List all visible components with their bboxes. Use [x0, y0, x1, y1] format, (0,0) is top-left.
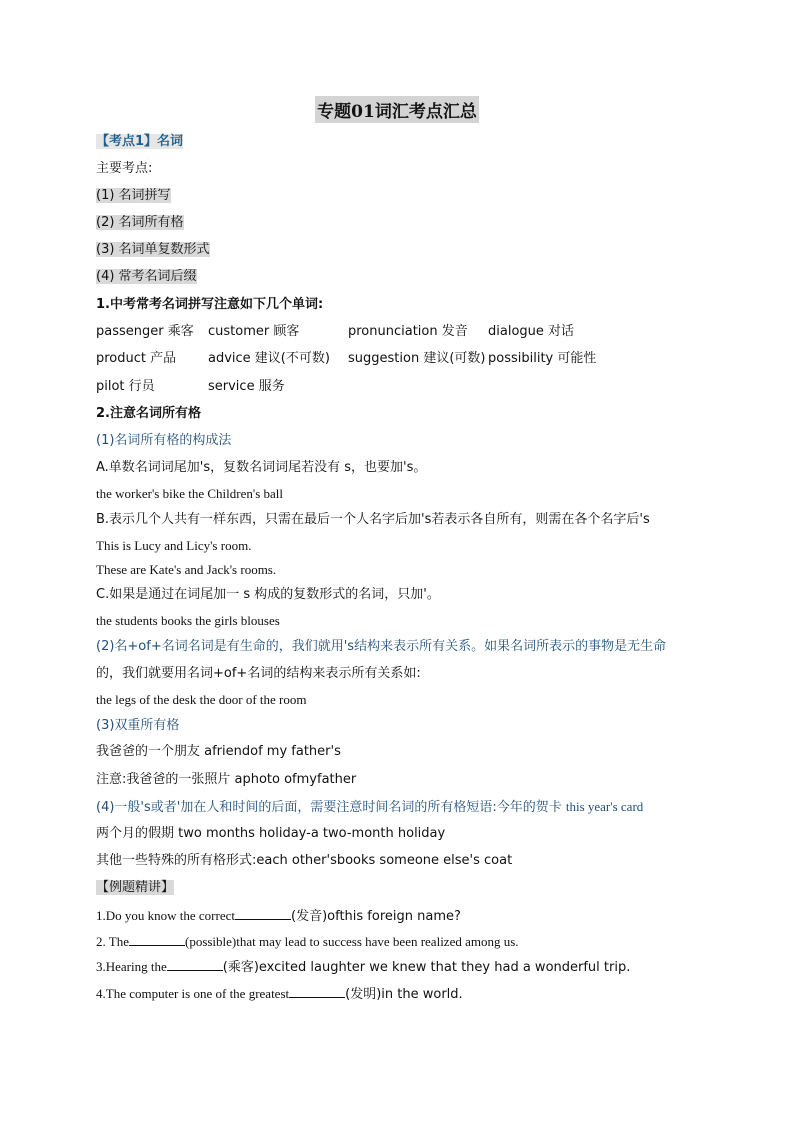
exercise-3-before: 3.Hearing the — [96, 959, 167, 974]
sub-4-suffix: this year's card — [565, 799, 644, 814]
rule-a-example: the worker's bike the Children's ball — [96, 486, 284, 501]
exercise-2-before: 2. The — [96, 934, 129, 949]
sub-4-prefix: (4)一般's或者'加在人和时间的后面，需要注意时间名词的所有格短语:今年的贺卡 — [96, 800, 566, 815]
rule-c: C.如果是通过在词尾加一 s 构成的复数形式的名词，只加'。 — [96, 587, 440, 602]
vocab-item: customer 顾客 — [208, 324, 300, 339]
vocab-item: passenger 乘客 — [96, 324, 194, 339]
rule-c-example: the students books the girls blouses — [96, 613, 280, 628]
example-heading-text: 【例题精讲】 — [96, 880, 175, 895]
main-point-1-text: (1) 名词拼写 — [96, 188, 171, 203]
exercise-1-after: (发音)ofthis foreign name? — [291, 909, 461, 924]
exercise-4 — [96, 985, 463, 1004]
exercise-1 — [96, 907, 461, 926]
main-point-2-text: (2) 名词所有格 — [96, 215, 184, 230]
vocab-item: suggestion 建议(可数) — [348, 351, 486, 366]
example-heading — [96, 879, 174, 897]
title-wrap — [0, 96, 794, 123]
main-point-4-text: (4) 常考名词后缀 — [96, 269, 197, 284]
exercise-2-after: (possible)that may lead to success have been realized among us. — [184, 934, 519, 949]
vocab-item: product 产品 — [96, 351, 177, 366]
sub-1-heading: (1)名词所有格的构成法 — [96, 433, 232, 448]
main-point-4 — [96, 268, 197, 286]
sub-2-line-1: (2)名+of+名词名词是有生命的，我们就用's结构来表示所有关系。如果名词所表示的事物是无生命 — [96, 639, 667, 654]
vocab-item: pronunciation 发音 — [348, 324, 468, 339]
exercise-3-blank[interactable] — [167, 959, 223, 971]
kaodian-1-label: 【考点1】名词 — [96, 134, 184, 149]
page-title: 专题01词汇考点汇总 — [315, 96, 479, 123]
main-point-3 — [96, 241, 210, 259]
rule-b-example-2: These are Kate's and Jack's rooms. — [96, 562, 277, 577]
exercise-4-after: (发明)in the world. — [345, 987, 463, 1002]
sub-2-example: the legs of the desk the door of the room — [96, 692, 307, 707]
vocab-item: service 服务 — [208, 379, 285, 394]
sub-4-other: 其他一些特殊的所有格形式:each other'sbooks someone else's coat — [96, 853, 513, 868]
exercise-3 — [96, 958, 630, 977]
exercise-4-before: 4.The computer is one of the greatest — [96, 986, 290, 1001]
section-2-heading: 2.注意名词所有格 — [96, 406, 201, 421]
exercise-2 — [96, 933, 519, 951]
vocab-item: advice 建议(不可数) — [208, 351, 330, 366]
sub-2-line-2: 的，我们就要用名词+of+名词的结构来表示所有关系如: — [96, 666, 421, 681]
rule-a: A.单数名词词尾加's，复数名词词尾若没有 s，也要加's。 — [96, 460, 427, 475]
main-point-1 — [96, 187, 171, 205]
main-point-2 — [96, 214, 184, 232]
main-point-3-text: (3) 名词单复数形式 — [96, 242, 210, 257]
vocab-item: pilot 行员 — [96, 379, 155, 394]
sub-3-heading: (3)双重所有格 — [96, 718, 180, 733]
main-points-label: 主要考点: — [96, 161, 153, 176]
rule-b: B.表示几个人共有一样东西，只需在最后一个人名字后加's若表示各自所有，则需在各个名字后's — [96, 512, 650, 527]
sub-4-heading — [96, 798, 643, 817]
exercise-1-before: 1.Do you know the correct — [96, 908, 235, 923]
sub-3-example-1: 我爸爸的一个朋友 afriendof my father's — [96, 744, 341, 759]
vocab-item: possibility 可能性 — [488, 351, 597, 366]
rule-b-example-1: This is Lucy and Licy's room. — [96, 538, 252, 553]
vocab-item: dialogue 对话 — [488, 324, 575, 339]
exercise-2-blank[interactable] — [129, 934, 185, 946]
exercise-4-blank[interactable] — [289, 986, 345, 998]
kaodian-1-heading — [96, 133, 183, 151]
sub-4-example: 两个月的假期 two months holiday-a two-month holiday — [96, 826, 446, 841]
section-1-heading: 1.中考常考名词拼写注意如下几个单词: — [96, 297, 324, 312]
exercise-1-blank[interactable] — [235, 908, 291, 920]
exercise-3-after: (乘客)excited laughter we knew that they had a wonderful trip. — [222, 960, 631, 975]
sub-3-example-2: 注意:我爸爸的一张照片 aphoto ofmyfather — [96, 772, 357, 787]
